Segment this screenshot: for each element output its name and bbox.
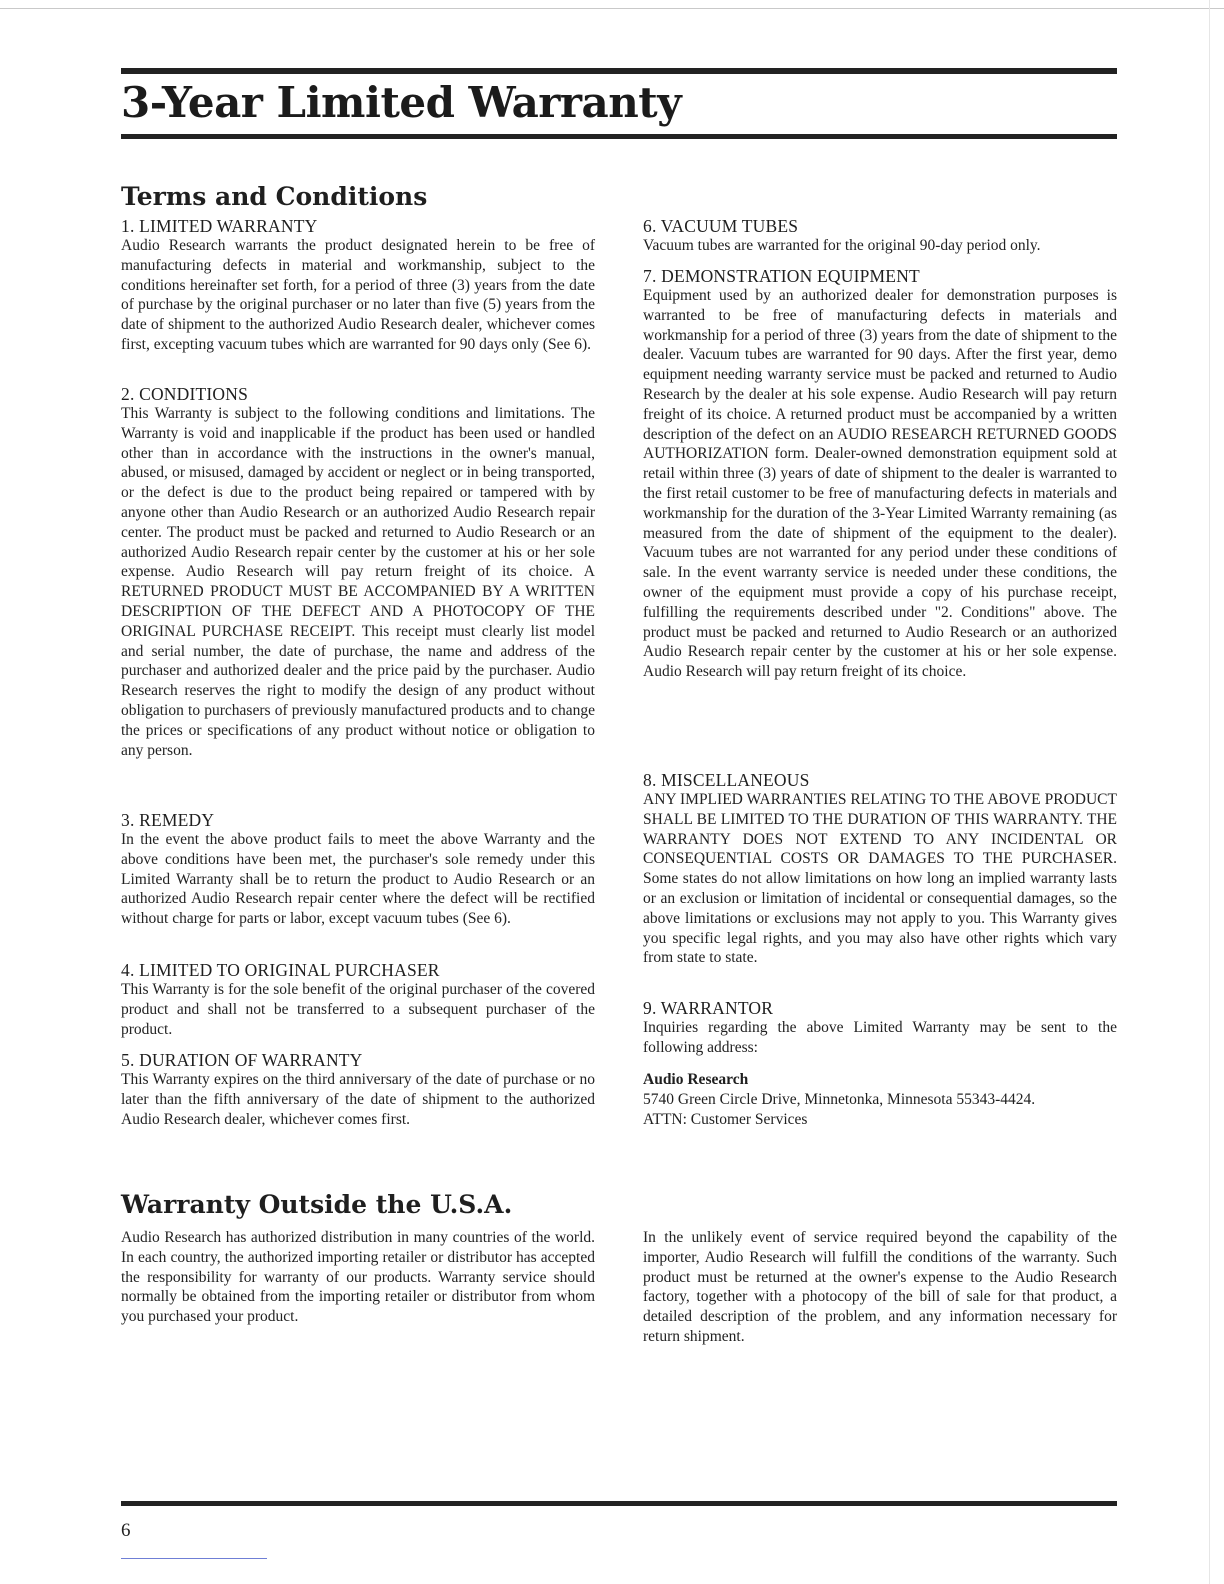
- clause-original-purchaser: [121, 960, 595, 1039]
- clause-text: Audio Research warrants the product designated herein to be free of manufacturing defects in material and workmanship, subject to the conditions hereinafter set forth, for a period of three (3) years from the date of purchase by the original purchaser or no later than five (5) years from the date of shipment to the authorized Audio Research dealer, whichever comes first, excepting vacuum tubes which are warranted for 90 days only (See 6).: [121, 237, 595, 353]
- terms-heading: Terms and Conditions: [121, 182, 428, 211]
- footer-rule: [121, 1501, 1117, 1506]
- clause-text: ANY IMPLIED WARRANTIES RELATING TO THE ABOVE PRODUCT SHALL BE LIMITED TO THE DURATION OF THIS WARRANTY. THE WARRANTY DOES NOT EXTEND TO ANY INCIDENTAL OR CONSEQUENTIAL COSTS OR DAMAGES TO THE PURCHASER. Some states do not allow limitations on how long an implied warranty lasts or an exclusion or limitation of incidental or consequential damages, so the above limitations or exclusions may not apply to you. This Warranty gives you specific legal rights, and you may also have other rights which vary from state to state.: [643, 791, 1117, 967]
- clause-text: This Warranty is for the sole benefit of the original purchaser of the covered product and shall not be transferred to a subsequent purchaser of the product.: [121, 981, 595, 1038]
- address-street: 5740 Green Circle Drive, Minnetonka, Minnesota 55343-4424.: [643, 1090, 1036, 1108]
- clause-text: Vacuum tubes are warranted for the original 90-day period only.: [643, 237, 1041, 254]
- address-company: Audio Research: [643, 1071, 749, 1088]
- clause-title: 2. CONDITIONS: [121, 384, 249, 404]
- clause-title: 5. DURATION OF WARRANTY: [121, 1050, 363, 1070]
- scan-edge-right: [1209, 0, 1210, 1584]
- outside-text: Audio Research has authorized distribution in many countries of the world. In each country, the authorized importing retailer or distributor has accepted the responsibility for warranty of our products. Warranty service should normally be obtained from the importing retailer or distributor from whom you purchased your product.: [121, 1229, 595, 1326]
- page-title: 3-Year Limited Warranty: [121, 78, 682, 127]
- outside-paragraph-left: [121, 1228, 595, 1327]
- clause-limited-warranty: [121, 216, 595, 355]
- outside-paragraph-right: [643, 1228, 1117, 1347]
- clause-text: Equipment used by an authorized dealer for demonstration purposes is warranted to be free of manufacturing defects in materials and workmanship for a period of three (3) years from the date of shipment to the dealer. Vacuum tubes are warranted for 90 days. After the first year, demo equipment needing warranty service must be packed and returned to Audio Research by the dealer at his sole expense. Audio Research will pay return freight of its choice. A returned product must be accompanied by a written description of the defect on an AUDIO RESEARCH RETURNED GOODS AUTHORIZATION form. Dealer-owned demonstration equipment sold at retail within three (3) years of date of shipment to the dealer is warranted to the first retail customer to be free of manufacturing defects in materials and workmanship for the duration of the 3-Year Limited Warranty remaining (as measured from the date of shipment of the equipment to the dealer). Vacuum tubes are not warranted for any period under these conditions of sale. In the event warranty service is needed under these conditions, the owner of the equipment must provide a copy of his purchase receipt, fulfilling the requirements described under "2. Conditions" above. The product must be packed and returned to Audio Research or an authorized Audio Research repair center by the customer at his or her sole expense. Audio Research will pay return freight of its choice.: [643, 287, 1117, 681]
- clause-remedy: [121, 810, 595, 929]
- scan-edge-top: [0, 8, 1224, 9]
- address-attn: ATTN: Customer Services: [643, 1110, 808, 1128]
- clause-title: 9. WARRANTOR: [643, 998, 774, 1018]
- clause-duration: [121, 1050, 595, 1129]
- clause-text: This Warranty expires on the third anniversary of the date of purchase or no later than the fifth anniversary of the date of shipment to the authorized Audio Research dealer, whichever comes first.: [121, 1071, 595, 1128]
- clause-title: 4. LIMITED TO ORIGINAL PURCHASER: [121, 960, 440, 980]
- clause-demonstration-equipment: [643, 266, 1117, 682]
- clause-title: 7. DEMONSTRATION EQUIPMENT: [643, 266, 920, 286]
- clause-title: 6. VACUUM TUBES: [643, 216, 799, 236]
- page-number: 6: [121, 1520, 131, 1541]
- clause-vacuum-tubes: [643, 216, 1117, 256]
- clause-title: 8. MISCELLANEOUS: [643, 770, 810, 790]
- clause-title: 3. REMEDY: [121, 810, 215, 830]
- outside-usa-heading: Warranty Outside the U.S.A.: [121, 1190, 513, 1219]
- footer-underline: [121, 1558, 267, 1559]
- clause-conditions: [121, 384, 595, 760]
- clause-warrantor: [643, 998, 1117, 1058]
- outside-text: In the unlikely event of service required beyond the capability of the importer, Audio Research will fulfill the conditions of the warranty. Such product must be returned at the owner's expense to the Audio Research factory, together with a photocopy of the bill of sale for that product, a detailed description of the problem, and any information necessary for return shipment.: [643, 1229, 1117, 1345]
- clause-miscellaneous: [643, 770, 1117, 968]
- clause-title: 1. LIMITED WARRANTY: [121, 216, 318, 236]
- clause-text: Inquiries regarding the above Limited Warranty may be sent to the following address:: [643, 1019, 1117, 1056]
- clause-text: In the event the above product fails to meet the above Warranty and the above conditions have been met, the purchaser's sole remedy under this Limited Warranty shall be to return the product to Audio Research or an authorized Audio Research repair center where the defect will be rectified without charge for parts or labor, except vacuum tubes (See 6).: [121, 831, 595, 928]
- warrantor-address: [643, 1070, 1117, 1129]
- clause-text: This Warranty is subject to the following conditions and limitations. The Warranty is void and inapplicable if the product has been used or handled other than in accordance with the instructions in the owner's manual, abused, or misused, damaged by accident or neglect or in being transported, or the defect is due to the product being repaired or tampered with by anyone other than Audio Research or an authorized Audio Research repair center. The product must be packed and returned to Audio Research or an authorized Audio Research repair center by the customer at his or her sole expense. Audio Research will pay return freight of its choice. A RETURNED PRODUCT MUST BE ACCOMPANIED BY A WRITTEN DESCRIPTION OF THE DEFECT AND A PHOTOCOPY OF THE ORIGINAL PURCHASE RECEIPT. This receipt must clearly list model and serial number, the date of purchase, the name and address of the purchaser and authorized dealer and the price paid by the purchaser. Audio Research reserves the right to modify the design of any product without obligation to purchasers of previously manufactured products and to change the prices or specifications of any product without notice or obligation to any person.: [121, 405, 595, 759]
- title-rule-bottom: [121, 134, 1117, 139]
